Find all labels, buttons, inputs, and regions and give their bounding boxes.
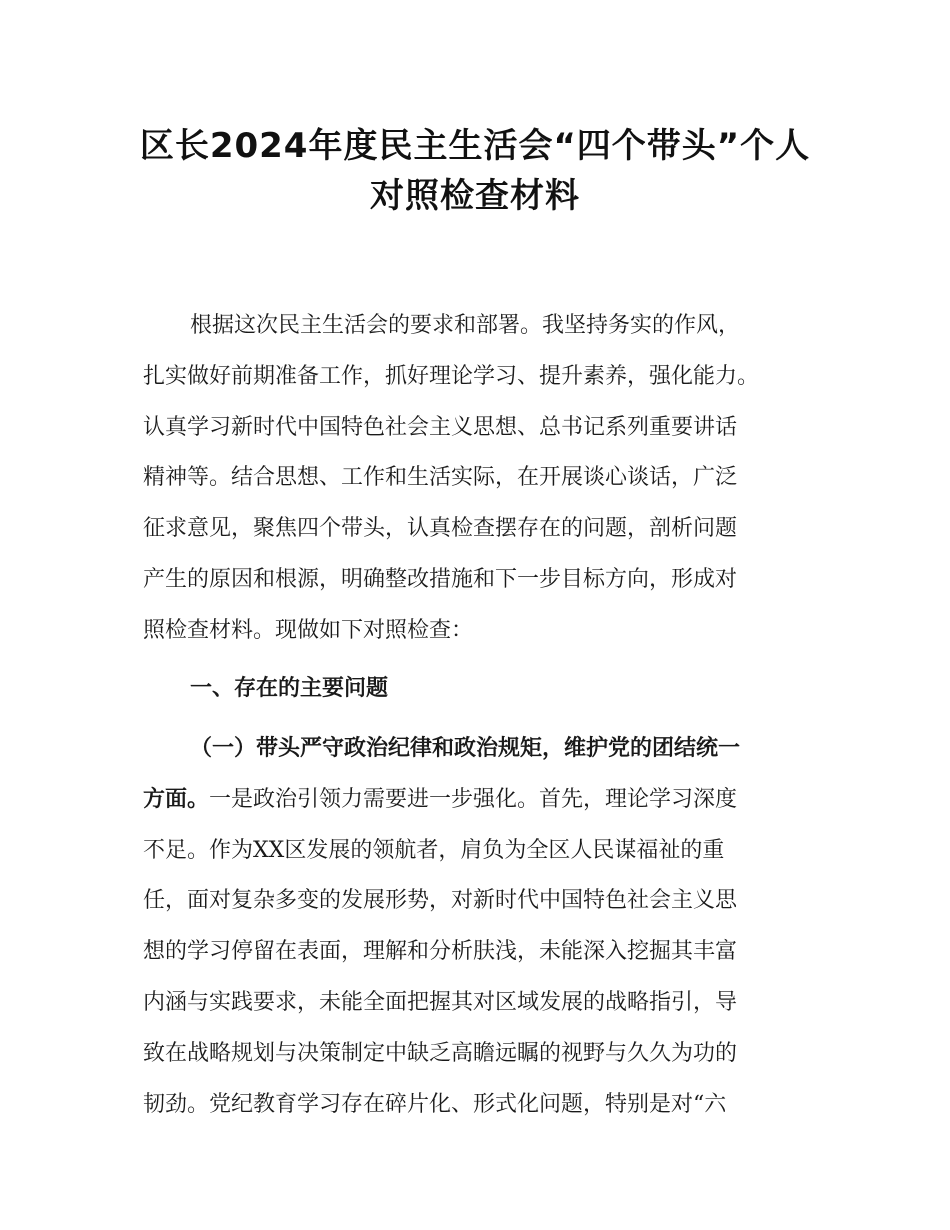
paragraph-line: 征求意见，聚焦四个带头，认真检查摆存在的问题，剖析问题 <box>143 516 738 542</box>
section-heading: 一、存在的主要问题 <box>190 676 389 701</box>
paragraph-line: 致在战略规划与决策制定中缺乏高瞻远瞩的视野与久久为功的 <box>143 1040 738 1066</box>
paragraph-line: 韧劲。党纪教育学习存在碎片化、形式化问题，特别是对“六 <box>143 1091 727 1117</box>
subsection-first-line-text: 一是政治引领力需要进一步强化。首先，理论学习深度 <box>209 786 738 812</box>
paragraph-line: 精神等。结合思想、工作和生活实际，在开展谈心谈话，广泛 <box>143 465 738 491</box>
paragraph-line: 照检查材料。现做如下对照检查： <box>143 617 474 643</box>
paragraph-line: 扎实做好前期准备工作，抓好理论学习、提升素养，强化能力。 <box>143 363 760 389</box>
section-heading-block <box>143 664 823 715</box>
paragraph-line: 想的学习停留在表面，理解和分析肤浅，未能深入挖掘其丰富 <box>143 939 738 965</box>
paragraph-line: 产生的原因和根源，明确整改措施和下一步目标方向，形成对 <box>143 566 738 592</box>
paragraph-line: 任，面对复杂多变的发展形势，对新时代中国特色社会主义思 <box>143 888 738 914</box>
document-title-line-1: 区长2024年度民主生活会“四个带头”个人 <box>139 126 811 166</box>
subsection-heading-tail: 方面。 <box>143 786 210 812</box>
paragraph-line: 认真学习新时代中国特色社会主义思想、总书记系列重要讲话 <box>143 414 738 440</box>
subsection-paragraph <box>143 724 823 1130</box>
paragraph-line <box>143 775 823 826</box>
paragraph-line: 内涵与实践要求，未能全面把握其对区域发展的战略指引，导 <box>143 989 738 1015</box>
intro-paragraph <box>143 301 823 657</box>
document-title-line-2: 对照检查材料 <box>370 176 580 216</box>
paragraph-line: 不足。作为XX区发展的领航者，肩负为全区人民谋福祉的重 <box>143 837 725 863</box>
paragraph-line: 根据这次民主生活会的要求和部署。我坚持务实的作风， <box>190 313 741 338</box>
subsection-heading: （一）带头严守政治纪律和政治规矩，维护党的团结统一 <box>190 736 741 761</box>
